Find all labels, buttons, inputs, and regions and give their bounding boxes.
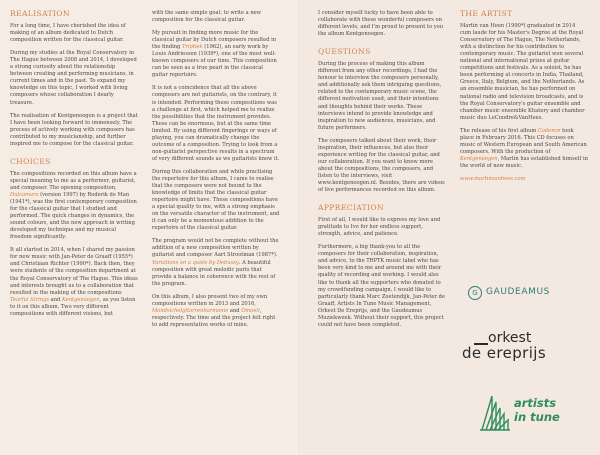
- col2-p5-text-b: . A beautiful composition with great melodic parts that provide a balance in coherence with the rest of the program.: [152, 259, 276, 287]
- column-3: [318, 10, 446, 335]
- choices-p2-text-c: , as you listen to it on this album. Two very different compositions with different visions, but: [10, 296, 136, 317]
- gaudeamus-wordmark: GAUDEAMUS: [486, 287, 550, 297]
- choices-p1-text-a: The compositions recorded on this album have a special meaning to me as a performer, guitarist, and composer. The opening composition,: [10, 170, 137, 191]
- col2-p6-text-c: , respectively. The time and the project felt right to add representative works of mine.: [152, 307, 276, 328]
- appreciation-paragraph-1: First of all, I would like to express my love and gratitude to Ivo for her endless support, strength, advice, and patience.: [318, 217, 441, 238]
- col2-p2-text-b: (1962), an early work by Louis Andriessen (1939*), one of the most well-known composers of our time. This composition can be seen as a true pearl in the classical guitar repertoire.: [152, 44, 277, 79]
- mondsichel-title: Mondsichelgitarrenharmonie: [152, 307, 229, 314]
- choices-p2-text-a: It all started in 2014, when I shared my passion for new music with Jan-Peter de Graaff (1955*) and Christiaan Richter (1990*). Back then, they were students of the composition department at the Royal Conservatory of The Hague. This ideas and interests brought us to a collaboration that resulted in the making of the compositions: [10, 247, 138, 296]
- choices-p2-text-b: and: [49, 296, 62, 303]
- artist-p2-text-a: The release of his first album: [460, 127, 538, 134]
- column-2: [152, 10, 280, 335]
- choices-paragraph-2: [10, 247, 138, 317]
- col2-p2-text-a: My pursuit in finding more music for the classical guitar by Dutch composers resulted in the finding: [152, 30, 277, 51]
- orkest-wordmark-line2: de ereprijs: [462, 344, 547, 362]
- col2-paragraph-5: [152, 238, 280, 287]
- col2-paragraph-3: It is not a coincidence that all the above composers are not guitarists, on the contrary, it is intended. Performing these compositions was a challenge at first, which helped me to realize the possibilities that the instrument provides. These can be enormous, but at the same time limited. By using different fingerings or ways of playing, you can dramatically change the outcome of a composition. Trying to look from a non-guitarist perspective results in a spectrum of very different sounds as we guitarists know it.: [152, 85, 280, 162]
- triptiek-title: Triptiek: [181, 44, 203, 51]
- kentgenoogen-title: Kentgenoogen: [61, 296, 100, 303]
- artist-website-link[interactable]: www.martinvanhees.com: [460, 175, 526, 182]
- artists-in-tune-bars-icon: [478, 392, 512, 432]
- column-4: [460, 10, 588, 189]
- choices-heading: CHOICES: [10, 156, 51, 166]
- col3-paragraph-1: I consider myself lucky to have been able to collaborate with these wonderful composers on different levels, and I'm proud to present to you the album Kentgenoogen.: [318, 10, 444, 38]
- omoeli-title: Omoeli: [241, 307, 260, 314]
- artist-paragraph-2: [460, 128, 588, 170]
- col2-p6-text-a: On this album, I also present two of my own compositions written in 2013 and 2016,: [152, 293, 268, 307]
- page-fold: [299, 0, 301, 455]
- column-1: [10, 10, 138, 324]
- col2-p6-text-b: and: [228, 307, 242, 314]
- dulcamara-title: Dulcamara: [10, 191, 39, 198]
- col2-paragraph-6: [152, 294, 280, 329]
- orkest-wordmark-line1: orkest: [488, 330, 532, 346]
- gaudeamus-symbol-icon: G: [468, 286, 482, 300]
- col2-paragraph-2: [152, 30, 280, 79]
- variations-title: Variations on a quote by Debussy: [152, 259, 239, 266]
- artist-heading: THE ARTIST: [460, 9, 513, 18]
- col2-p5-text-a: The program would not be complete without the addition of a new composition written by guitarist and composer Aart Strootman (1987*).: [152, 238, 279, 259]
- choices-paragraph-1: [10, 171, 138, 241]
- realisation-heading: REALISATION: [10, 9, 70, 18]
- orkest-de-ereprijs-logo: [460, 330, 595, 374]
- kentgenoogen-title-2: Kentgenoogen: [460, 155, 498, 162]
- realisation-paragraph-3: The realisation of Kentgenoogen is a project that I have been looking forward to immensely. The process of actively working with composers has contributed to my musicianship, and further inspired me to compose for the classical guitar.: [10, 112, 138, 147]
- questions-heading: QUESTIONS: [318, 47, 371, 57]
- artist-paragraph-1: Martin van Heen (1990*) graduated in 2014 cum laude for his Master's Degree at the Royal Conservatory of The Hague, The Netherlands, with a distinction for his contribution to contemporary music. The guitarist won several national and international prizes at guitar competitions and festivals. As a soloist, he has been performing at concerts in India, Thailand, Greece, Italy, Belgium, and the Netherlands. As an ensemble musician, he has performed on national radio and television broadcasts, and is the Royal Conservatory's guitar ensemble and chamber music ensemble Khatery and chamber music duo LeCoudre&VanHees.: [460, 23, 585, 121]
- artist-p2-text-c: , Martin has established himself in the world of new music.: [460, 155, 588, 169]
- tearful-strings-title: Tearful Strings: [10, 296, 50, 303]
- artists-in-tune-wordmark-line2: in tune: [514, 410, 560, 424]
- col2-paragraph-4: During this collaboration and while practising the repertoire for this album, I came to realise that the composers were not bound to the knowledge of limits that the classical guitar repertoire might have. These compositions have a special quality to me, with a strong emphasis on the versatile character of the instrument, and it can only be a momentous addition to the repertoire of the classical guitar.: [152, 168, 280, 232]
- realisation-paragraph-2: During my studies at the Royal Conservatory in The Hague between 2008 and 2014, I developed a strong curiosity about the relationship between creating and performing musicians, in current times and in the past. To expand my knowledge on this topic, I worked with living composers whose collaboration I dearly treasure.: [10, 50, 137, 106]
- realisation-paragraph-1: For a long time, I have cherished the idea of making of an album dedicated to Dutch composition written for the classical guitar.: [10, 23, 126, 44]
- cadence-title: Cadence: [537, 127, 561, 134]
- artists-in-tune-wordmark-line1: artists: [514, 396, 557, 410]
- gaudeamus-logo: [468, 286, 588, 304]
- choices-p1-text-b: (version 1997) by Roderik de Man (1941*), was the first contemporary composition for the classical guitar that I studied and performed. The quick changes in dynamics, the sound colours, and the new approach in writing developed my technique and my musical freedom significantly.: [10, 191, 137, 241]
- artist-p2-text-b: took place in February 2016. This CD focuses on music of Western European and South American composers. With the production of: [460, 127, 587, 155]
- appreciation-heading: APPRECIATION: [318, 203, 384, 213]
- col2-paragraph-1: with the same simple goal: to write a new composition for the classical guitar.: [152, 10, 262, 24]
- questions-paragraph-2: The composers talked about their work, their inspiration, their influences, but also their experience writing for the classical guitar, and our collaboration. If you want to know more about the compositions, the composers, and listen to the interviews, visit www.kentgenoogen.nl. Besides, there are videos of live performances recorded on this album.: [318, 137, 445, 194]
- artists-in-tune-logo: [478, 388, 588, 440]
- questions-paragraph-1: During the process of making this album different from any other recordings, I had the honour to interview the composers personally, and additionally ask them intriguing questions, related to the contemporary music scene, the different motivation used, and their intentions and thoughts behind their works. These interviews intend to provide knowledge and inspiration to new audiences, musicians, and future performers.: [318, 61, 442, 131]
- appreciation-paragraph-2: Furthermore, a big thank-you to all the composers for their collaboration, inspiration, and advice, to the TRPTK music label who has been very kind to me and around me with their quality of recording and working. I would also like to thank all the supporters who donated to my crowdfunding campaign. I would like to particularly thank Marc Zoetendijk, Jan-Peter de Graaff, Artists In Tune Music Management, Orkest De Ereprijs, and the Gaudeamus Muziekweek. Without their support, this project could not have been completed.: [318, 244, 445, 328]
